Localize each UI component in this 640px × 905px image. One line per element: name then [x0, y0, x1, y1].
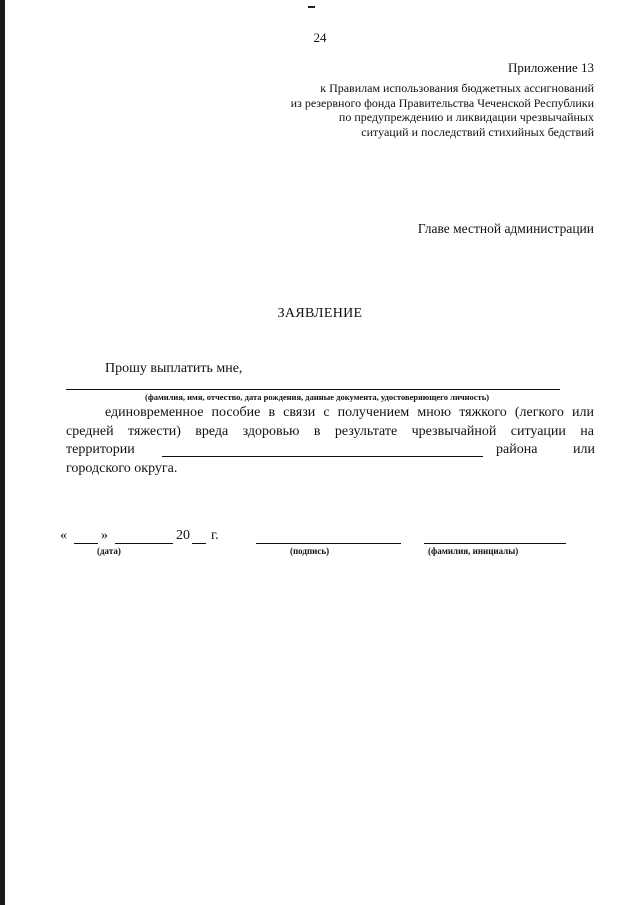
request-text: Прошу выплатить мне, — [105, 361, 243, 376]
open-quote: « — [60, 528, 67, 543]
rules-reference — [291, 81, 594, 139]
territory-blank-line[interactable] — [162, 456, 483, 457]
body-line-4: городского округа. — [66, 461, 178, 476]
close-quote: » — [101, 528, 108, 543]
scan-mark — [308, 6, 315, 8]
month-blank-line[interactable] — [115, 543, 173, 544]
rules-line: ситуаций и последствий стихийных бедствий — [361, 124, 594, 139]
body-line-2: средней тяжести) вреда здоровью в результате чрезвычайной ситуации на — [66, 424, 594, 439]
date-caption: (дата) — [97, 546, 121, 556]
document-title: ЗАЯВЛЕНИЕ — [277, 306, 363, 321]
page-number: 24 — [313, 30, 327, 45]
district-label: района — [496, 442, 538, 457]
rules-line: к Правилам использования бюджетных ассигнований — [320, 81, 594, 95]
name-blank-line[interactable] — [424, 543, 566, 544]
rules-line: из резервного фонда Правительства Чеченской Республики — [290, 95, 594, 110]
appendix-label: Приложение 13 — [507, 60, 594, 75]
day-blank-line[interactable] — [74, 543, 98, 544]
signature-caption: (подпись) — [290, 546, 330, 556]
person-blank-line[interactable] — [66, 389, 560, 390]
year-prefix: 20 — [176, 528, 190, 543]
signature-blank-line[interactable] — [256, 543, 401, 544]
year-suffix: г. — [211, 528, 219, 543]
body-line-1: единовременное пособие в связи с получением мною тяжкого (легкого или — [105, 405, 594, 420]
or-label: или — [573, 442, 595, 457]
addressee: Главе местной администрации — [417, 221, 594, 236]
rules-line: по предупреждению и ликвидации чрезвычайных — [338, 110, 594, 124]
binding-edge — [0, 0, 5, 905]
territory-label: территории — [66, 442, 135, 457]
year-blank-line[interactable] — [192, 543, 206, 544]
person-caption: (фамилия, имя, отчество, дата рождения, данные документа, удостоверяющего личность) — [145, 392, 490, 402]
name-caption: (фамилия, инициалы) — [428, 546, 519, 556]
territory-row — [66, 442, 594, 462]
